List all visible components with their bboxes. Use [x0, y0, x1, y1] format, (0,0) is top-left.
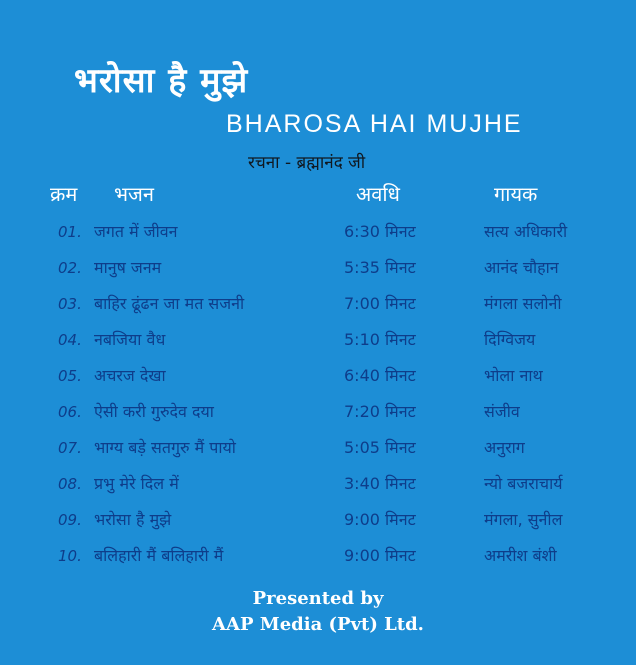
- track-number: 02.: [58, 259, 82, 277]
- presented-by: Presented by: [252, 588, 384, 609]
- track-duration: 9:00 मिनट: [344, 546, 416, 565]
- album-title-hindi: भरोसा है मुझे: [74, 61, 249, 101]
- track-duration: 7:20 मिनट: [344, 402, 416, 421]
- track-title: बलिहारी मैं बलिहारी मैं: [94, 546, 224, 565]
- track-duration: 7:00 मिनट: [344, 294, 416, 313]
- header-singer: गायक: [494, 182, 538, 206]
- track-row: [0, 434, 636, 470]
- track-duration: 6:30 मिनट: [344, 222, 416, 241]
- track-row: [0, 326, 636, 362]
- track-duration: 5:35 मिनट: [344, 258, 416, 277]
- lyricist-credit: रचना - ब्रह्मानंद जी: [248, 153, 366, 173]
- track-duration: 3:40 मिनट: [344, 474, 416, 493]
- track-singer: अमरीश बंशी: [484, 546, 557, 565]
- track-number: 10.: [58, 547, 82, 565]
- header-bhajan: भजन: [114, 182, 154, 206]
- track-duration: 9:00 मिनट: [344, 510, 416, 529]
- track-title: ऐसी करी गुरुदेव दया: [94, 402, 214, 421]
- track-number: 05.: [58, 367, 82, 385]
- track-singer: दिग्विजय: [484, 330, 536, 349]
- track-title: जगत में जीवन: [94, 222, 178, 241]
- track-title: भाग्य बड़े सतगुरु मैं पायो: [94, 438, 236, 457]
- track-singer: न्यो बजराचार्य: [484, 474, 563, 493]
- track-singer: आनंद चौहान: [484, 258, 559, 277]
- track-singer: मंगला, सुनील: [484, 510, 563, 529]
- track-singer: अनुराग: [484, 438, 525, 457]
- track-row: [0, 506, 636, 542]
- track-title: नबजिया वैध: [94, 330, 166, 349]
- track-number: 06.: [58, 403, 82, 421]
- track-singer: सत्य अधिकारी: [484, 222, 568, 241]
- track-duration: 6:40 मिनट: [344, 366, 416, 385]
- track-duration: 5:05 मिनट: [344, 438, 416, 457]
- track-number: 03.: [58, 295, 82, 313]
- track-title: बाहिर ढूंढन जा मत सजनी: [94, 294, 245, 313]
- track-singer: मंगला सलोनी: [484, 294, 562, 313]
- track-duration: 5:10 मिनट: [344, 330, 416, 349]
- track-title: भरोसा है मुझे: [94, 510, 172, 529]
- track-row: [0, 362, 636, 398]
- track-row: [0, 542, 636, 578]
- publisher-name: AAP Media (Pvt) Ltd.: [212, 614, 424, 635]
- track-number: 07.: [58, 439, 82, 457]
- track-row: [0, 218, 636, 254]
- header-duration: अवधि: [356, 182, 400, 206]
- track-number: 09.: [58, 511, 82, 529]
- track-singer: भोला नाथ: [484, 366, 543, 385]
- track-row: [0, 290, 636, 326]
- track-number: 01.: [58, 223, 82, 241]
- track-number: 04.: [58, 331, 82, 349]
- track-singer: संजीव: [484, 402, 520, 421]
- track-row: [0, 470, 636, 506]
- album-title-english: BHAROSA HAI MUJHE: [226, 110, 523, 138]
- track-row: [0, 398, 636, 434]
- track-list: [0, 218, 636, 578]
- header-number: क्रम: [50, 182, 78, 206]
- track-title: प्रभु मेरे दिल में: [94, 474, 179, 493]
- track-title: मानुष जनम: [94, 258, 162, 277]
- track-row: [0, 254, 636, 290]
- track-number: 08.: [58, 475, 82, 493]
- track-title: अचरज देखा: [94, 366, 166, 385]
